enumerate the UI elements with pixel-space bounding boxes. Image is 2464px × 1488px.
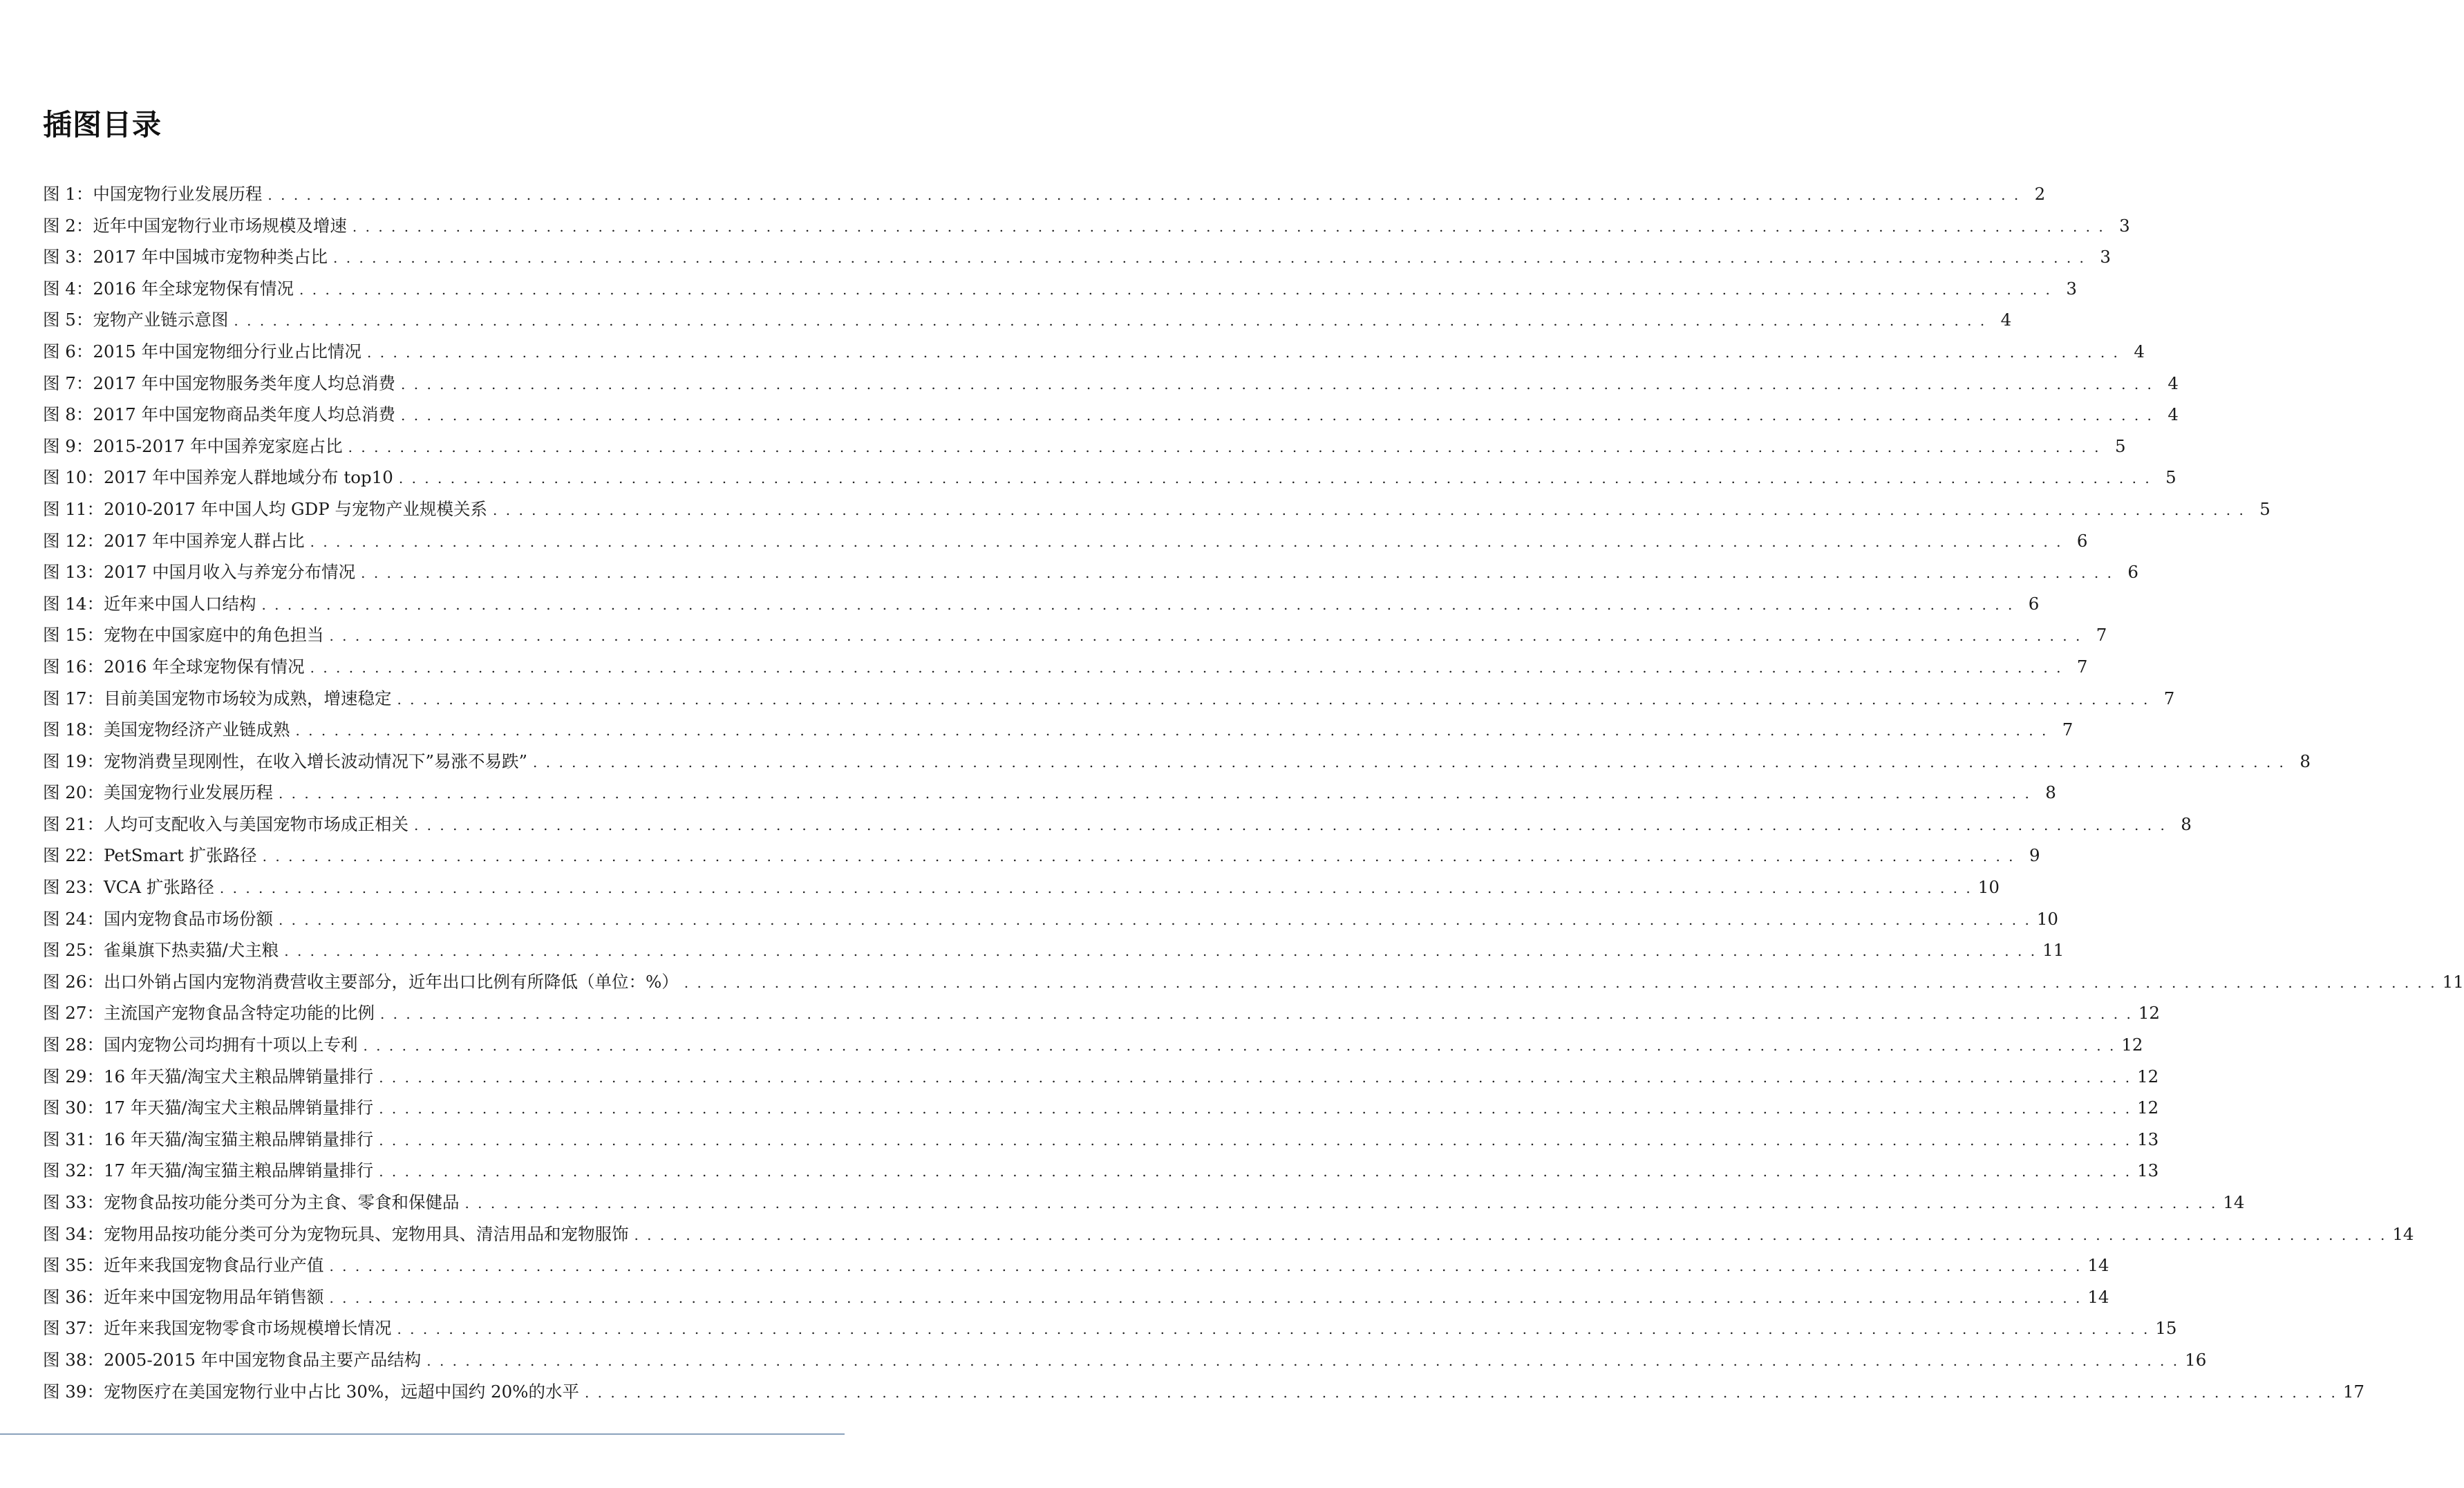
figure-title: 目前美国宠物市场较为成熟，增速稳定 — [103, 688, 392, 708]
page-number: 10 — [2036, 908, 2059, 929]
figure-title: 宠物产业链示意图 — [93, 310, 229, 330]
figure-number: 图 12： — [43, 530, 104, 551]
page-number: 15 — [2155, 1318, 2177, 1339]
figure-title: 近年中国宠物行业市场规模及增速 — [93, 215, 347, 236]
dot-leader — [684, 968, 2437, 999]
dot-leader — [379, 1093, 2132, 1125]
figure-entry[interactable] — [43, 1281, 2109, 1313]
page-number: 5 — [2165, 467, 2176, 488]
figure-entry[interactable] — [43, 493, 2270, 525]
figure-title: 人均可支配收入与美国宠物市场成正相关 — [103, 813, 408, 834]
figure-entry[interactable] — [43, 903, 2059, 935]
figure-title: 2015-2017 年中国养宠家庭占比 — [93, 435, 343, 456]
figure-number: 图 29： — [43, 1066, 104, 1086]
figure-title: 宠物在中国家庭中的角色担当 — [103, 625, 324, 646]
footer-divider — [0, 1433, 845, 1435]
figure-entry[interactable] — [43, 651, 2088, 683]
figure-number: 图 5： — [43, 310, 93, 330]
figure-title: 宠物医疗在美国宠物行业中占比 30%，远超中国约 20%的水平 — [103, 1381, 579, 1402]
figure-number: 图 21： — [43, 813, 104, 834]
figure-entry[interactable] — [43, 1155, 2159, 1187]
dot-leader — [401, 369, 2154, 401]
figure-number: 图 18： — [43, 719, 104, 740]
page-number: 12 — [2121, 1035, 2143, 1055]
figure-number: 图 30： — [43, 1098, 104, 1118]
figure-number: 图 38： — [43, 1349, 104, 1370]
page-number: 5 — [2114, 435, 2126, 456]
dot-leader — [585, 1377, 2338, 1409]
page-number: 8 — [2300, 751, 2311, 771]
figure-number: 图 31： — [43, 1129, 104, 1149]
figure-entry[interactable] — [43, 399, 2179, 431]
figure-entry[interactable] — [43, 273, 2077, 305]
figure-number: 图 33： — [43, 1192, 104, 1212]
figure-entry[interactable] — [43, 1376, 2365, 1408]
figure-number: 图 15： — [43, 625, 104, 646]
figure-number: 图 34： — [43, 1223, 104, 1244]
page-number: 11 — [2442, 971, 2464, 992]
dot-leader — [352, 211, 2105, 243]
figure-title: 主流国产宠物食品含特定功能的比例 — [103, 1003, 375, 1024]
figure-number: 图 26： — [43, 971, 104, 992]
dot-leader — [284, 936, 2037, 968]
dot-leader — [234, 305, 1986, 337]
dot-leader — [379, 1125, 2132, 1157]
figure-title: 雀巢旗下热卖猫/犬主粮 — [103, 940, 279, 961]
dot-leader — [379, 1062, 2132, 1094]
dot-leader — [634, 1220, 2387, 1252]
figure-title: 17 年天猫/淘宝犬主粮品牌销量排行 — [103, 1098, 374, 1118]
dot-leader — [363, 1030, 2116, 1062]
figure-number: 图 35： — [43, 1255, 104, 1276]
figure-title: 2017 中国月收入与养宠分布情况 — [103, 562, 356, 583]
figure-entry[interactable] — [43, 178, 2046, 210]
figure-title: 2017 年中国养宠人群占比 — [103, 530, 305, 551]
figure-entry[interactable] — [43, 1124, 2159, 1156]
figure-entry[interactable] — [43, 462, 2176, 493]
figure-entry[interactable] — [43, 556, 2138, 588]
figure-title: 宠物消费呈现刚性，在收入增长波动情况下”易涨不易跌” — [103, 751, 528, 771]
figure-entry[interactable] — [43, 809, 2192, 840]
figure-entry[interactable] — [43, 588, 2040, 620]
figure-list — [43, 178, 2464, 1407]
dot-leader — [263, 841, 2015, 873]
figure-entry[interactable] — [43, 840, 2040, 872]
page-number: 4 — [2134, 341, 2145, 361]
page-number: 11 — [2042, 940, 2065, 961]
figure-title: 2016 年全球宠物保有情况 — [93, 278, 294, 299]
figure-title: 2015 年中国宠物细分行业占比情况 — [93, 341, 362, 361]
figure-entry[interactable] — [43, 777, 2056, 809]
dot-leader — [379, 1156, 2132, 1188]
page-number: 7 — [2062, 719, 2073, 740]
figure-number: 图 37： — [43, 1318, 104, 1339]
dot-leader — [220, 873, 1973, 905]
page-number: 8 — [2181, 813, 2192, 834]
figure-number: 图 19： — [43, 751, 104, 771]
figure-number: 图 10： — [43, 467, 104, 488]
figure-entry[interactable] — [43, 1312, 2177, 1344]
figure-number: 图 36： — [43, 1286, 104, 1307]
figure-entry[interactable] — [43, 1218, 2414, 1250]
page-number: 2 — [2034, 184, 2046, 204]
page-number: 14 — [2087, 1255, 2109, 1276]
dot-leader — [348, 432, 2101, 464]
figure-entry[interactable] — [43, 368, 2179, 399]
page-number: 6 — [2076, 530, 2088, 551]
dot-leader — [533, 747, 2286, 779]
figure-number: 图 13： — [43, 562, 104, 583]
dot-leader — [299, 274, 2052, 306]
page-number: 12 — [2137, 1066, 2159, 1086]
figure-title: 国内宠物食品市场份额 — [103, 908, 273, 929]
dot-leader — [414, 810, 2167, 842]
figure-title: 宠物用品按功能分类可分为宠物玩具、宠物用具、清洁用品和宠物服饰 — [103, 1223, 629, 1244]
figure-title: 中国宠物行业发展历程 — [93, 184, 263, 204]
figure-entry[interactable] — [43, 1029, 2143, 1061]
page-number: 4 — [2167, 373, 2179, 393]
figure-title: 2017 年中国养宠人群地域分布 top10 — [103, 467, 393, 488]
figure-number: 图 17： — [43, 688, 104, 708]
dot-leader — [401, 400, 2154, 432]
figure-title: 美国宠物经济产业链成熟 — [103, 719, 290, 740]
page-number: 3 — [2066, 278, 2077, 299]
figure-entry[interactable] — [43, 1092, 2159, 1124]
figure-title: 宠物食品按功能分类可分为主食、零食和保健品 — [103, 1192, 460, 1212]
page-number: 17 — [2342, 1381, 2365, 1402]
figure-title: 2017 年中国宠物商品类年度人均总消费 — [93, 404, 396, 425]
dot-leader — [329, 1251, 2082, 1283]
dot-leader — [279, 778, 2031, 810]
figure-number: 图 9： — [43, 435, 93, 456]
page-number: 14 — [2392, 1223, 2414, 1244]
figure-number: 图 24： — [43, 908, 104, 929]
figure-title: 近年来中国宠物用品年销售额 — [103, 1286, 324, 1307]
figure-title: 16 年天猫/淘宝犬主粮品牌销量排行 — [103, 1066, 374, 1086]
figure-entry[interactable] — [43, 746, 2311, 778]
figure-title: PetSmart 扩张路径 — [103, 845, 257, 866]
dot-leader — [261, 590, 2014, 621]
figure-entry[interactable] — [43, 210, 2130, 242]
page-number: 8 — [2045, 782, 2056, 803]
page-number: 10 — [1977, 877, 2000, 898]
page-number: 6 — [2127, 562, 2138, 583]
dot-leader — [310, 527, 2063, 558]
figure-title: 近年来我国宠物零食市场规模增长情况 — [103, 1318, 392, 1339]
figure-entry[interactable] — [43, 431, 2126, 462]
page-number: 7 — [2076, 656, 2088, 677]
figure-number: 图 7： — [43, 373, 93, 393]
figure-number: 图 1： — [43, 184, 93, 204]
figure-entry[interactable] — [43, 241, 2111, 273]
dot-leader — [310, 652, 2063, 684]
dot-leader — [329, 621, 2082, 652]
dot-leader — [295, 715, 2048, 747]
page-number: 4 — [2000, 310, 2012, 330]
figure-entry[interactable] — [43, 966, 2464, 998]
figure-number: 图 2： — [43, 215, 93, 236]
figure-number: 图 14： — [43, 593, 104, 614]
figure-number: 图 8： — [43, 404, 93, 425]
dot-leader — [367, 337, 2120, 369]
page-number: 12 — [2138, 1003, 2161, 1024]
figure-number: 图 25： — [43, 940, 104, 961]
page-number: 14 — [2087, 1286, 2109, 1307]
figure-title: 美国宠物行业发展历程 — [103, 782, 273, 803]
figure-entry[interactable] — [43, 1344, 2207, 1376]
dot-leader — [333, 243, 2086, 274]
figure-entry[interactable] — [43, 997, 2161, 1029]
dot-leader — [267, 180, 2020, 211]
dot-leader — [464, 1188, 2217, 1220]
page-title: 插图目录 — [43, 108, 162, 142]
figure-entry[interactable] — [43, 714, 2073, 746]
dot-leader — [399, 463, 2152, 495]
figure-title: 出口外销占国内宠物消费营收主要部分，近年出口比例有所降低（单位：%） — [103, 971, 679, 992]
figure-number: 图 22： — [43, 845, 104, 866]
figure-title: 2016 年全球宠物保有情况 — [103, 656, 305, 677]
figure-entry[interactable] — [43, 619, 2107, 651]
figure-entry[interactable] — [43, 304, 2012, 336]
dot-leader — [397, 684, 2150, 716]
figure-entry[interactable] — [43, 683, 2175, 715]
figure-title: 16 年天猫/淘宝猫主粮品牌销量排行 — [103, 1129, 374, 1149]
page-number: 13 — [2137, 1129, 2159, 1149]
figure-number: 图 16： — [43, 656, 104, 677]
figure-entry[interactable] — [43, 336, 2145, 368]
page-number: 14 — [2223, 1192, 2245, 1212]
figure-number: 图 27： — [43, 1003, 104, 1024]
figure-title: 17 年天猫/淘宝猫主粮品牌销量排行 — [103, 1160, 374, 1181]
figure-entry[interactable] — [43, 872, 2000, 903]
figure-entry[interactable] — [43, 1187, 2245, 1218]
page-number: 3 — [2119, 215, 2130, 236]
figure-title: VCA 扩张路径 — [103, 877, 214, 898]
figure-number: 图 20： — [43, 782, 104, 803]
page-number: 13 — [2137, 1160, 2159, 1181]
dot-leader — [279, 905, 2031, 936]
figure-title: 近年来中国人口结构 — [103, 593, 256, 614]
figure-number: 图 32： — [43, 1160, 104, 1181]
figure-title: 2017 年中国城市宠物种类占比 — [93, 247, 328, 267]
page-number: 16 — [2185, 1349, 2207, 1370]
dot-leader — [426, 1346, 2179, 1377]
figure-entry[interactable] — [43, 1250, 2109, 1281]
figure-title: 国内宠物公司均拥有十项以上专利 — [103, 1035, 358, 1055]
figure-number: 图 3： — [43, 247, 93, 267]
page-number: 7 — [2096, 625, 2107, 646]
figure-number: 图 4： — [43, 278, 93, 299]
page-number: 5 — [2259, 498, 2270, 519]
figure-title: 近年来我国宠物食品行业产值 — [103, 1255, 324, 1276]
page-number: 7 — [2163, 688, 2175, 708]
figure-title: 2017 年中国宠物服务类年度人均总消费 — [93, 373, 396, 393]
figure-entry[interactable] — [43, 1061, 2159, 1093]
figure-number: 图 23： — [43, 877, 104, 898]
dot-leader — [397, 1314, 2150, 1346]
page-number: 4 — [2167, 404, 2179, 425]
figure-number: 图 6： — [43, 341, 93, 361]
page-number: 9 — [2029, 845, 2040, 866]
dot-leader — [361, 558, 2114, 590]
figure-number: 图 39： — [43, 1381, 104, 1402]
page-number: 6 — [2028, 593, 2040, 614]
figure-number: 图 11： — [43, 498, 104, 519]
dot-leader — [493, 495, 2246, 527]
page-number: 12 — [2137, 1098, 2159, 1118]
dot-leader — [329, 1283, 2082, 1315]
page-number: 3 — [2100, 247, 2111, 267]
figure-entry[interactable] — [43, 525, 2088, 557]
figure-title: 2005-2015 年中国宠物食品主要产品结构 — [103, 1349, 422, 1370]
dot-leader — [380, 999, 2133, 1030]
figure-entry[interactable] — [43, 934, 2065, 966]
figure-title: 2010-2017 年中国人均 GDP 与宠物产业规模关系 — [103, 498, 488, 519]
figure-number: 图 28： — [43, 1035, 104, 1055]
